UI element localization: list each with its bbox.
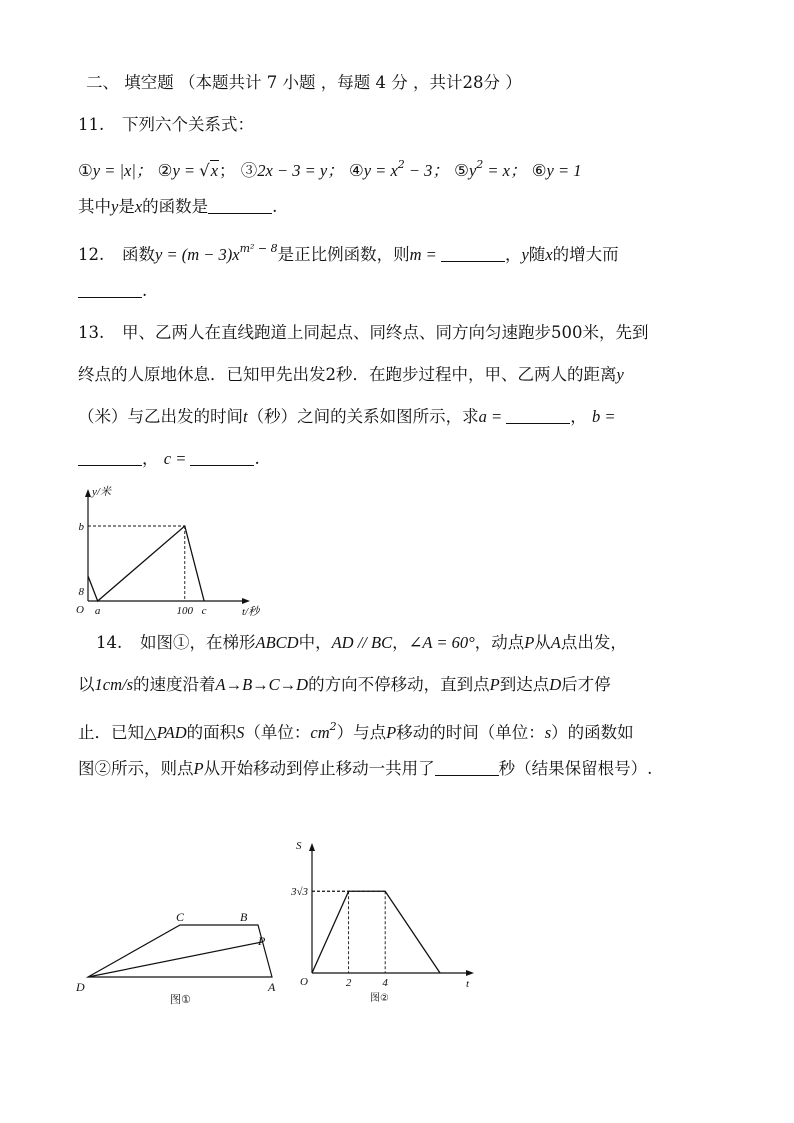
answer-blank-q14[interactable] [435,759,499,776]
q11-item-2: y = [172,161,200,180]
answer-blank-q13-a[interactable] [506,407,570,424]
y-tick-label: 3√3 [290,886,308,899]
vertex-label-B: B [240,910,248,924]
answer-blank-q13-c[interactable] [190,449,254,466]
series-line [312,891,440,973]
origin-label: O [300,976,308,988]
vertex-label-D: D [76,980,85,994]
q13-line-2: 终点的人原地休息．已知甲先出发2秒．在跑步过程中，甲、乙两人的距离y [78,365,624,384]
q11-number: 11. [78,115,105,134]
q11-item-6-mark: ⑥ [531,161,547,180]
origin-label: O [76,604,84,616]
q12-expression: y = (m − 3)x [155,245,240,264]
q11-item-4-exp: 2 [397,158,405,171]
section-header: 二、 填空题 （本题共计 7 小题 ，每题 4 分 ，共计28分 ） [86,73,522,92]
q11-item-1: y = |x|； [92,161,153,180]
q14-line-1: 14. 如图①，在梯形ABCD中，AD // BC，∠A = 60°，动点P从A点出发， [96,633,627,652]
x-axis-label: t/秒 [242,606,260,618]
q13-line-4: ， c = . [78,448,260,470]
q11-ask: 其中y是x的函数是 . [78,197,278,216]
y-tick-label: 8 [78,586,84,598]
x-tick-label: 4 [382,977,388,989]
q11-item-3-mark: ③ [240,161,258,180]
x-tick-label: a [94,605,101,617]
answer-blank-q13-b[interactable] [78,449,142,466]
figure-caption-2: 图② [370,993,389,1004]
q13-number: 13. [78,323,105,342]
q12-continuation: . [78,280,147,302]
q13-line-3: （米）与乙出发的时间t（秒）之间的关系如图所示，求a = ， b = [78,407,616,426]
q11-item-5-mark: ⑤ [454,161,469,180]
q11-item-2-radicand: x [210,161,219,180]
y-axis-arrow [309,843,315,851]
vertex-label-P: P [258,934,266,948]
x-axis-label: t [466,978,470,990]
vertex-label-C: C [176,910,185,924]
y-tick-label: b [78,521,84,533]
y-axis-label: y/米 [92,486,111,498]
q11-item-6: y = 1 [546,161,582,180]
q11-item-5: y [468,161,477,180]
q13-graph [64,480,260,618]
q11-item-4-rest: − 3； [404,161,449,180]
q11-intro: 下列六个关系式： [122,115,254,134]
q11-item-5-exp: 2 [476,158,484,171]
q13-line-1: 13. 甲、乙两人在直线跑道上同起点、同终点、同方向匀速跑步500米，先到 [78,323,649,342]
q14-line-3: 止．已知△PAD的面积S（单位：$cm^2$）与点P移动的时间（单位：s）的函数如 [78,720,634,742]
q11-items: ①y = |x|； ②y = √x； ③2x − 3 = y； ④y = $x^2 - 3$； $⑤y^2 = x$； ⑥y = 1 [78,158,582,180]
q12-exponent: m² − 8 [239,242,278,255]
q12-number: 12. [78,245,105,264]
q14-line-4: 图②所示，则点P从开始移动到停止移动一共用了 秒（结果保留根号）. [78,759,653,778]
answer-blank-q12-trend[interactable] [78,281,142,298]
q11-item-4: y = x [363,161,398,180]
q12-stem: 12. 函数$y = (m - 3)x^{m^2 - 8}$是正比例函数，则m = ，y随x的增大而 [78,242,619,264]
x-tick-label: 2 [345,977,352,989]
q11-item-2-sep: ； [219,161,236,180]
q11-stem [78,114,254,136]
answer-blank-q12-m[interactable] [441,245,505,262]
trapezoid-outline [88,925,272,977]
q11-item-5-rest: = x； [483,161,527,180]
q11-item-1-mark: ① [78,161,93,180]
y-axis-label: S [296,840,302,852]
q14-number: 14. [96,633,123,652]
vertex-label-A: A [268,980,276,994]
q11-item-4-mark: ④ [348,161,364,180]
q11-item-3: 2x − 3 = y； [257,161,344,180]
answer-blank-q11[interactable] [208,197,272,214]
series-line [88,526,204,601]
x-axis-arrow [242,598,250,604]
q11-item-2-mark: ② [157,161,173,180]
y-axis-arrow [85,489,91,497]
q14-line-2: 以1cm/s的速度沿着A→B→C→D的方向不停移动，直到点P到达点D后才停 [78,675,611,694]
x-tick-label: c [201,605,207,617]
x-axis-arrow [466,970,474,976]
x-tick-label: 100 [176,605,194,617]
figure-caption-1: 图① [170,993,191,1006]
segment-DP [88,942,262,977]
q14-trapezoid-figure [72,905,282,1015]
q14-graph [282,835,482,1015]
